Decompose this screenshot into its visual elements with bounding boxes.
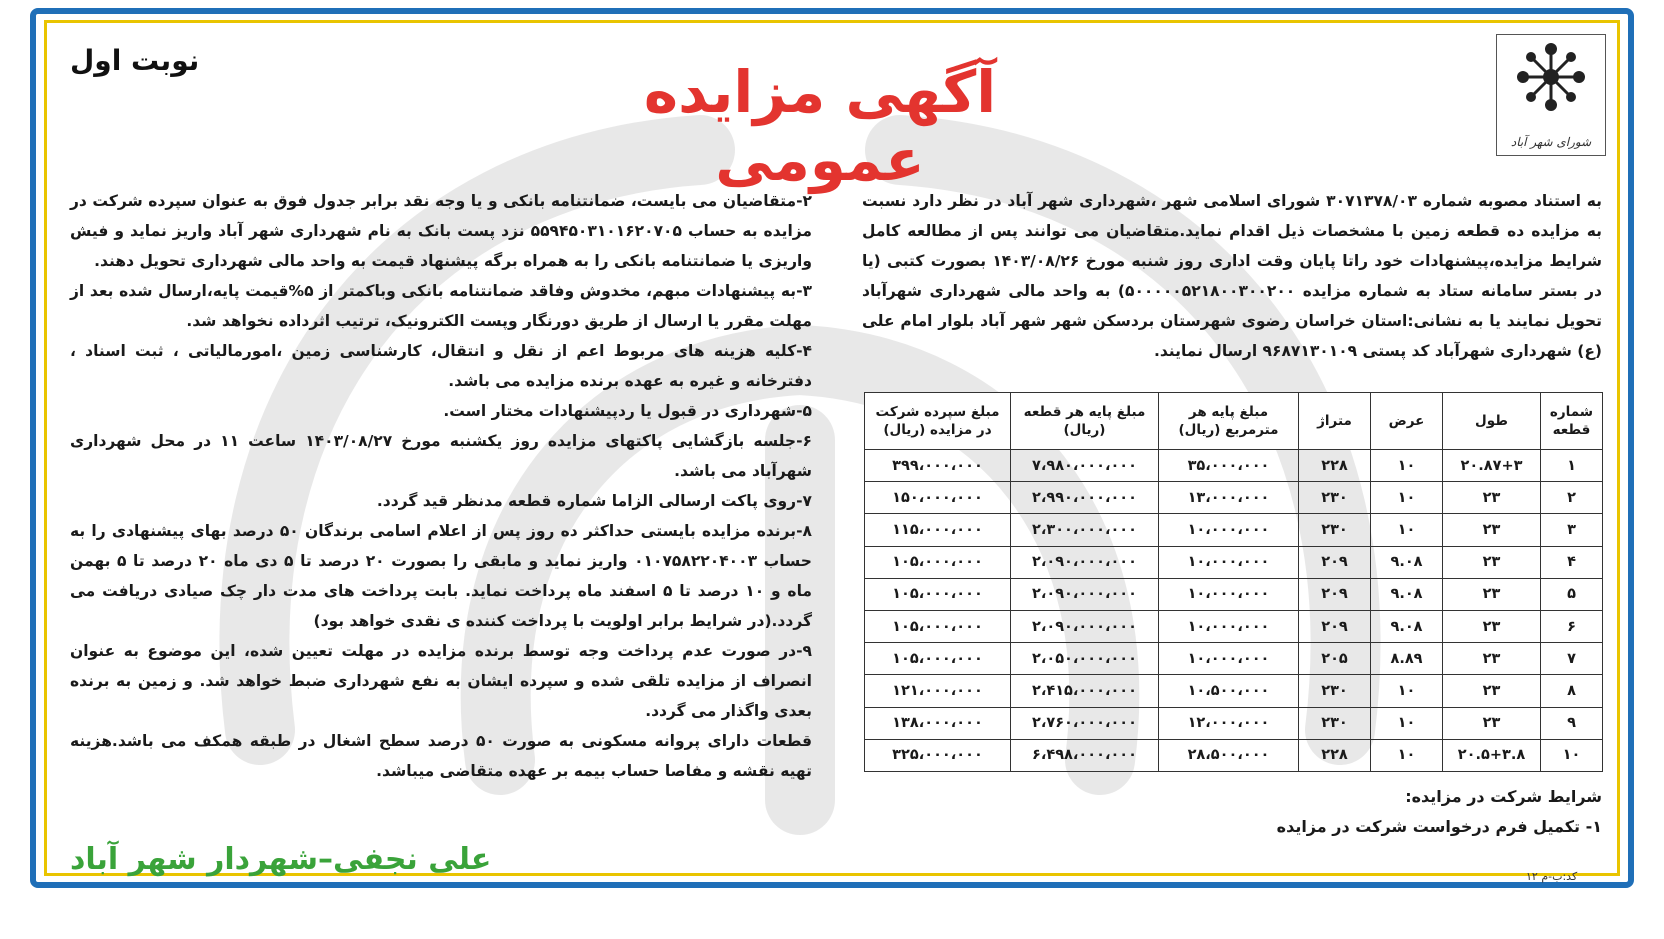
- cell: ۲۳: [1443, 482, 1541, 514]
- cell: ۲۳: [1443, 514, 1541, 546]
- cell: ۲۰۹: [1299, 546, 1371, 578]
- condition-item-2: ۲-متقاضیان می بایست، ضمانتنامه بانکی و یا وجه نقد برابر جدول فوق به عنوان سپرده شرکت در مزایده به حساب ۵۵۹۴۵۰۳۱۰۱۶۲۰۷۰۵ نزد پست بانک به نام شهرداری شهر آباد واریز نماید و فیش واریزی یا ضمانتنامه بانکی را به همراه برگه پیشنهاد قیمت به واحد مالی شهرداری تحویل دهند.: [70, 192, 813, 270]
- cell: ۱۰،۰۰۰،۰۰۰: [1159, 578, 1299, 610]
- cell: ۲۰۵: [1299, 643, 1371, 675]
- cell: ۱۰: [1371, 707, 1443, 739]
- cell: ۱۰: [1371, 739, 1443, 771]
- cell: ۷: [1541, 643, 1603, 675]
- cell: ۹.۰۸: [1371, 610, 1443, 642]
- page-title: آگهی مزایده عمومی: [643, 58, 997, 194]
- cell: ۱۰،۵۰۰،۰۰۰: [1159, 675, 1299, 707]
- condition-item-7: ۷-روی پاکت ارسالی الزاما شماره قطعه مدنظر قید گردد.: [376, 492, 812, 510]
- cell: ۱۰: [1371, 482, 1443, 514]
- cell: ۲،۳۰۰،۰۰۰،۰۰۰: [1011, 514, 1159, 546]
- cell: ۳۹۹،۰۰۰،۰۰۰: [865, 450, 1011, 482]
- header-price-per-lot: مبلغ پایه هر قطعه (ریال): [1011, 393, 1159, 450]
- conditions-heading: شرایط شرکت در مزایده:: [1405, 787, 1602, 806]
- condition-item-4: ۴-کلیه هزینه های مربوط اعم از نقل و انتقال، کارشناسی زمین ،امورمالیاتی ، ثبت اسناد ، دفترخانه و غیره به عهده برنده مزایده می باشد.: [70, 342, 812, 390]
- cell: ۸.۸۹: [1371, 643, 1443, 675]
- cell: ۱۰: [1371, 450, 1443, 482]
- cell: ۵: [1541, 578, 1603, 610]
- cell: ۷،۹۸۰،۰۰۰،۰۰۰: [1011, 450, 1159, 482]
- table-row: [865, 546, 1603, 578]
- cell: ۱۲۱،۰۰۰،۰۰۰: [865, 675, 1011, 707]
- cell: ۲،۰۹۰،۰۰۰،۰۰۰: [1011, 578, 1159, 610]
- cell: ۲،۴۱۵،۰۰۰،۰۰۰: [1011, 675, 1159, 707]
- cell: ۲۸،۵۰۰،۰۰۰: [1159, 739, 1299, 771]
- cell: ۶: [1541, 610, 1603, 642]
- condition-item-6: ۶-جلسه بازگشایی پاکتهای مزایده روز یکشنبه مورخ ۱۴۰۳/۰۸/۲۷ ساعت ۱۱ در محل شهرداری شهرآباد می باشد.: [70, 432, 812, 480]
- cell: ۲،۰۹۰،۰۰۰،۰۰۰: [1011, 546, 1159, 578]
- table-row: [865, 707, 1603, 739]
- round-label: نوبت اول: [70, 44, 200, 77]
- cell: ۲،۹۹۰،۰۰۰،۰۰۰: [1011, 482, 1159, 514]
- cell: ۱۵۰،۰۰۰،۰۰۰: [865, 482, 1011, 514]
- cell: ۲۳: [1443, 610, 1541, 642]
- header-width: عرض: [1371, 393, 1443, 450]
- conditions-section: [1250, 782, 1602, 842]
- table-row: [865, 610, 1603, 642]
- table-row: [865, 675, 1603, 707]
- cell: ۱۰،۰۰۰،۰۰۰: [1159, 546, 1299, 578]
- cell: ۳: [1541, 514, 1603, 546]
- cell: ۲۳: [1443, 578, 1541, 610]
- cell: ۲۳: [1443, 546, 1541, 578]
- condition-item-8: ۸-برنده مزایده بایستی حداکثر ده روز پس از اعلام اسامی برندگان ۵۰ درصد بهای پیشنهادی را به حساب ۰۱۰۷۵۸۲۲۰۴۰۰۳ واریز نماید و مابقی را بصورت ۲۰ درصد تا ۵ دی ماه ۲۰ درصد تا ۵ بهمن ماه و ۱۰ درصد تا ۵ اسفند ماه پرداخت نماید. بابت پرداخت های مدت دار چک صیادی دریافت می گردد.(در شرایط برابر اولویت با پرداخت کننده ی نقدی خواهد بود): [70, 522, 812, 630]
- table-row: [865, 514, 1603, 546]
- cell: ۲،۰۵۰،۰۰۰،۰۰۰: [1011, 643, 1159, 675]
- table-row: [865, 482, 1603, 514]
- table-row: [865, 578, 1603, 610]
- cell: ۱۲،۰۰۰،۰۰۰: [1159, 707, 1299, 739]
- mayor-signature: علی نجفی–شهردار شهر آباد: [70, 842, 492, 877]
- conditions-column: [70, 186, 812, 786]
- cell: ۲،۷۶۰،۰۰۰،۰۰۰: [1011, 707, 1159, 739]
- table-row: [865, 739, 1603, 771]
- cell: ۲۲۸: [1299, 739, 1371, 771]
- header-lot-number: شماره قطعه: [1541, 393, 1603, 450]
- cell: ۱۰۵،۰۰۰،۰۰۰: [865, 578, 1011, 610]
- cell: ۲۳۰: [1299, 482, 1371, 514]
- logo-caption: شورای شهر آباد: [1510, 135, 1592, 149]
- cell: ۶،۴۹۸،۰۰۰،۰۰۰: [1011, 739, 1159, 771]
- header-length: طول: [1443, 393, 1541, 450]
- cell: ۹.۰۸: [1371, 578, 1443, 610]
- condition-item-3: ۳-به پیشنهادات مبهم، مخدوش وفاقد ضمانتنامه بانکی وباکمتر از ۵%قیمت پایه،ارسال شده بعد از مهلت مقرر یا ارسال از طریق دورنگار وپست الکترونیک، ترتیب اثرداده نخواهد شد.: [70, 282, 812, 330]
- cell: ۲۰۹: [1299, 578, 1371, 610]
- cell: ۲۳: [1443, 643, 1541, 675]
- table-row: [865, 450, 1603, 482]
- header-area: متراژ: [1299, 393, 1371, 450]
- cell: ۱۰،۰۰۰،۰۰۰: [1159, 610, 1299, 642]
- intro-text: به استناد مصوبه شماره ۳۰۷۱۳۷۸/۰۳ شورای اسلامی شهر ،شهرداری شهر آباد در نظر دارد نسبت به مزایده ده قطعه زمین با مشخصات ذیل اقدام نماید.متقاضیان می توانند پس از مطالعه کامل شرایط مزایده،پیشنهادات خود راتا پایان وقت اداری روز شنبه مورخ ۱۴۰۳/۰۸/۲۶ بصورت کتبی (یا در بستر سامانه ستاد به شماره مزایده ۵۰۰۰۰۰۵۲۱۸۰۰۳۰۰۲۰۰) به واحد مالی شهرداری شهرآباد تحویل نمایند یا به نشانی:استان خراسان رضوی شهرستان بردسکن شهر شهر آباد بلوار امام علی (ع) شهرداری شهرآباد کد پستی ۹۶۸۷۱۳۰۱۰۹ ارسال نمایند.: [862, 192, 1602, 360]
- municipality-logo: [1496, 34, 1606, 156]
- table-header-row: [865, 393, 1603, 450]
- cell: ۱: [1541, 450, 1603, 482]
- condition-item-9: ۹-در صورت عدم پرداخت وجه توسط برنده مزایده در مهلت تعیین شده، این موضوع به عنوان انصراف از مزایده تلقی شده و سپرده ایشان به نفع شهرداری ضبط خواهد شد. و زمین به برنده بعدی واگذار می گردد.: [70, 642, 812, 720]
- cell: ۴: [1541, 546, 1603, 578]
- cell: ۲۳: [1443, 675, 1541, 707]
- cell: ۱۰،۰۰۰،۰۰۰: [1159, 514, 1299, 546]
- cell: ۹.۰۸: [1371, 546, 1443, 578]
- cell: ۱۰،۰۰۰،۰۰۰: [1159, 643, 1299, 675]
- cell: ۲۰.۸۷+۳: [1443, 450, 1541, 482]
- cell: ۲۳۰: [1299, 514, 1371, 546]
- cell: ۳۲۵،۰۰۰،۰۰۰: [865, 739, 1011, 771]
- cell: ۲،۰۹۰،۰۰۰،۰۰۰: [1011, 610, 1159, 642]
- cell: ۹: [1541, 707, 1603, 739]
- cell: ۲: [1541, 482, 1603, 514]
- cell: ۸: [1541, 675, 1603, 707]
- intro-paragraph: [862, 186, 1602, 366]
- emblem-icon: [1497, 35, 1605, 125]
- condition-item-1: ۱- تکمیل فرم درخواست شرکت در مزایده: [1276, 817, 1602, 836]
- table-row: [865, 643, 1603, 675]
- lots-table: [864, 392, 1603, 772]
- header-deposit: مبلغ سپرده شرکت در مزایده (ریال): [865, 393, 1011, 450]
- condition-item-5: ۵-شهرداری در قبول یا ردپیشنهادات مختار است.: [443, 402, 812, 420]
- cell: ۱۰: [1541, 739, 1603, 771]
- cell: ۱۳،۰۰۰،۰۰۰: [1159, 482, 1299, 514]
- cell: ۳۵،۰۰۰،۰۰۰: [1159, 450, 1299, 482]
- header-price-per-sqm: مبلغ پایه هر مترمربع (ریال): [1159, 393, 1299, 450]
- footer-code: کد:ب-م ۱۲: [1526, 870, 1578, 883]
- cell: ۲۰.۵+۳.۸: [1443, 739, 1541, 771]
- cell: ۱۱۵،۰۰۰،۰۰۰: [865, 514, 1011, 546]
- cell: ۱۰۵،۰۰۰،۰۰۰: [865, 643, 1011, 675]
- cell: ۲۳۰: [1299, 675, 1371, 707]
- cell: ۱۰۵،۰۰۰،۰۰۰: [865, 610, 1011, 642]
- cell: ۲۳۰: [1299, 707, 1371, 739]
- cell: ۱۰۵،۰۰۰،۰۰۰: [865, 546, 1011, 578]
- residential-permit-note: قطعات دارای پروانه مسکونی به صورت ۵۰ درصد سطح اشغال در طبقه همکف می باشد.هزینه تهیه نقشه و مفاصا حساب بیمه بر عهده متقاضی میباشد.: [70, 732, 812, 780]
- cell: ۱۰: [1371, 514, 1443, 546]
- cell: ۱۰: [1371, 675, 1443, 707]
- cell: ۲۰۹: [1299, 610, 1371, 642]
- cell: ۲۳: [1443, 707, 1541, 739]
- cell: ۱۳۸،۰۰۰،۰۰۰: [865, 707, 1011, 739]
- cell: ۲۲۸: [1299, 450, 1371, 482]
